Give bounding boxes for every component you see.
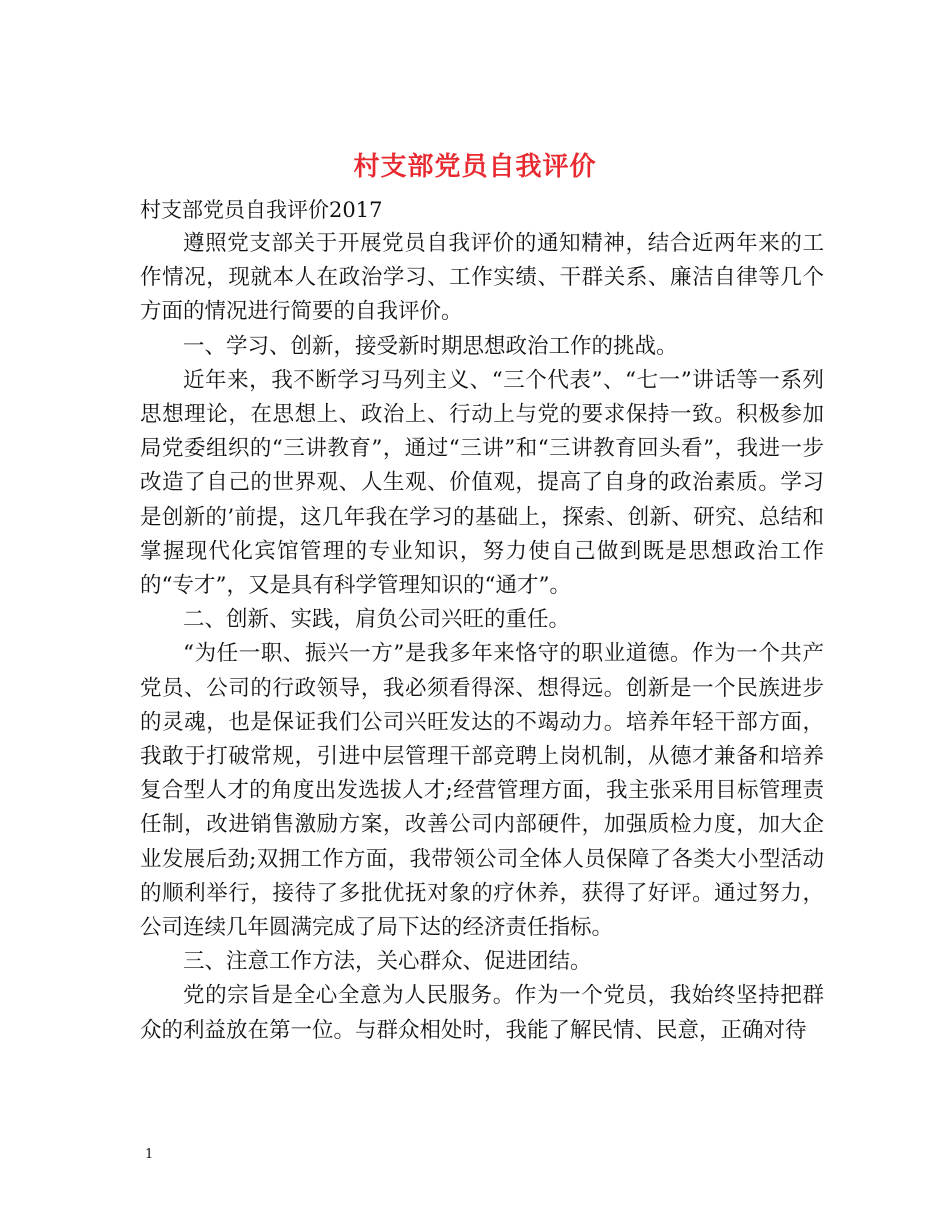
paragraph-section-3: 党的宗旨是全心全意为人民服务。作为一个党员，我始终坚持把群众的利益放在第一位。与群众相处时，我能了解民情、民意，正确对待	[140, 983, 824, 1043]
page-title: 村支部党员自我评价	[353, 152, 597, 183]
document-subtitle: 村支部党员自我评价2017	[140, 198, 383, 222]
section-heading-2: 二、创新、实践，肩负公司兴旺的重任。	[183, 607, 571, 633]
paragraph-section-2: “为任一职、振兴一方”是我多年来恪守的职业道德。作为一个共产党员、公司的行政领导，我必须看得深、想得远。创新是一个民族进步的灵魂，也是保证我们公司兴旺发达的不竭动力。培养年轻干部方面，我敢于打破常规，引进中层管理干部竞聘上岗机制，从德才兼备和培养复合型人才的角度出发选拔人才;经营管理方面，我主张采用目标管理责任制，改进销售激励方案，改善公司内部硬件，加强质检力度，加大企业发展后劲;双拥工作方面，我带领公司全体人员保障了各类大小型活动的顺利举行，接待了多批优抚对象的疗休养，获得了好评。通过努力，公司连续几年圆满完成了局下达的经济责任指标。	[140, 641, 824, 941]
page-number: 1	[145, 1147, 154, 1162]
section-heading-1: 一、学习、创新，接受新时期思想政治工作的挑战。	[183, 333, 678, 359]
document-body	[140, 193, 824, 1048]
paragraph-section-1: 近年来，我不断学习马列主义、“三个代表”、“七一”讲话等一系列思想理论，在思想上、政治上、行动上与党的要求保持一致。积极参加局党委组织的“三讲教育”，通过“三讲”和“三讲教育回头看”，我进一步改造了自己的世界观、人生观、价值观，提高了自身的政治素质。学习是创新的’前提，这几年我在学习的基础上，探索、创新、研究、总结和掌握现代化宾馆管理的专业知识，努力使自己做到既是思想政治工作的“专才”，又是具有科学管理知识的“通才”。	[140, 367, 824, 599]
section-heading-3: 三、注意工作方法，关心群众、促进团结。	[183, 949, 592, 975]
paragraph-intro: 遵照党支部关于开展党员自我评价的通知精神，结合近两年来的工作情况，现就本人在政治学习、工作实绩、干群关系、廉洁自律等几个方面的情况进行简要的自我评价。	[140, 231, 824, 325]
